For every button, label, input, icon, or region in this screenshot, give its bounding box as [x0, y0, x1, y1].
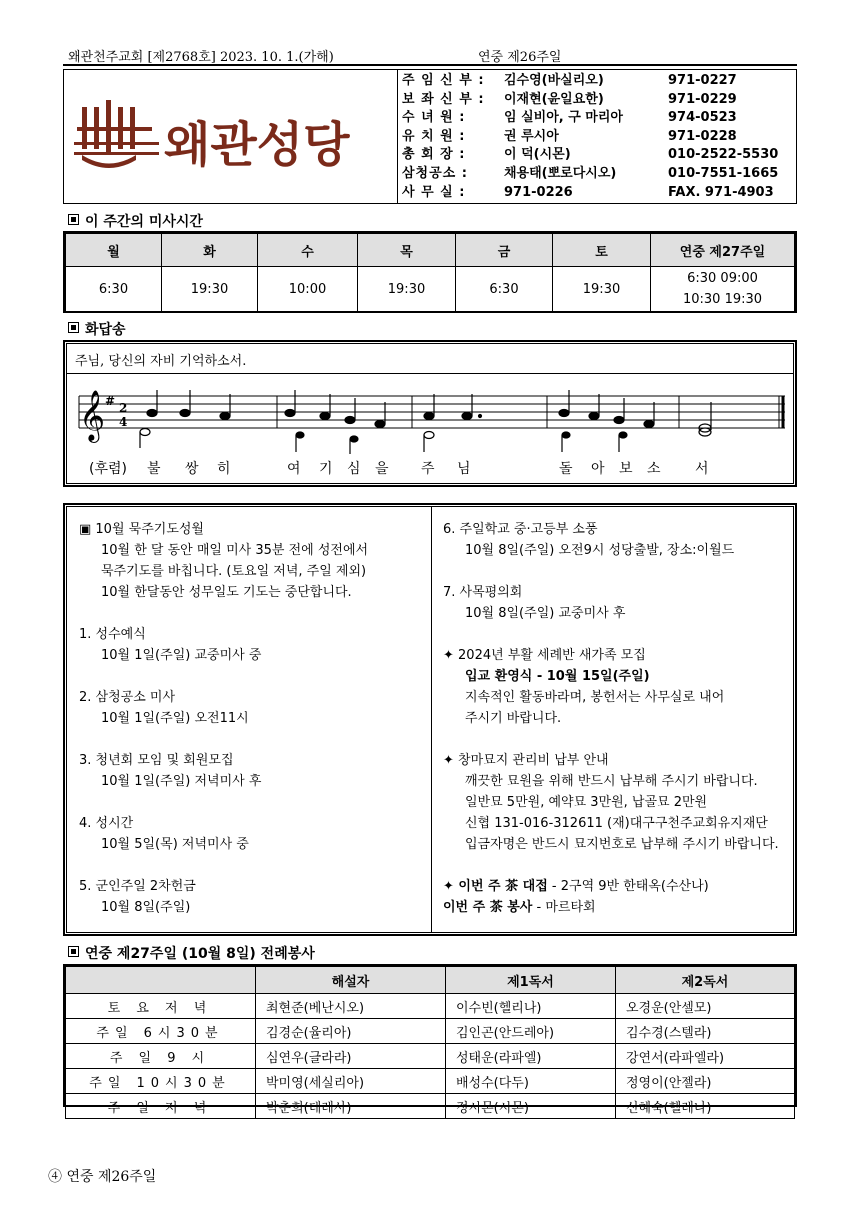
notice-line: 10월 8일(주일) 오전9시 성당출발, 장소:이월드 [465, 543, 735, 558]
staff-role: 총 회 장 : [402, 147, 466, 163]
lyric-syllable: 님 [457, 461, 471, 477]
minister-name: 김수경(스텔라) [616, 1019, 795, 1044]
notice-title [443, 876, 709, 897]
square-bullet-icon [68, 214, 79, 225]
sunday-time: 10:30 19:30 [682, 292, 763, 307]
staff-row [400, 91, 796, 110]
staff-phone: 971-0229 [668, 91, 737, 107]
liturgical-sunday: 연중 제26주일 [478, 50, 562, 65]
notice-emphasis: 이번 주 茶 봉사 [443, 900, 533, 915]
notice-title: 2. 삼청공소 미사 [79, 690, 176, 705]
staff-name: 임 실비아, 구 마리아 [504, 110, 623, 126]
notice-title: ▣ 10월 묵주기도성월 [79, 522, 204, 537]
logo-area [64, 70, 398, 203]
mass-day-header: 토 [553, 234, 651, 267]
staff-name: 채용태(뽀로다시오) [504, 165, 617, 181]
minister-name: 성태운(라파엘) [446, 1044, 616, 1069]
mass-day-header: 수 [258, 234, 358, 267]
mass-time: 6:30 [456, 267, 553, 312]
square-bullet-icon [68, 946, 79, 957]
minister-name: 강연서(라파엘라) [616, 1044, 795, 1069]
table-row [66, 1069, 795, 1094]
treble-clef-icon: 𝄞 [79, 390, 106, 441]
mass-time: 6:30 [66, 267, 162, 312]
lyric-syllable: 보 [619, 461, 633, 477]
staff-name: 김수영(바실리오) [504, 73, 604, 88]
minister-name: 배성수(다두) [446, 1069, 616, 1094]
mass-day-header: 연중 제27주일 [651, 234, 795, 267]
liturgy-heading: 연중 제27주일 (10월 8일) 전례봉사 [68, 943, 315, 963]
lyric-syllable: 을 [375, 461, 389, 477]
notice-line: 10월 한 달 동안 매일 미사 35분 전에 성전에서 [101, 543, 369, 558]
staff-phone: 974-0523 [668, 110, 737, 126]
header-box [63, 69, 797, 204]
psalm-text: 주님, 당신의 자비 기억하소서. [75, 354, 247, 369]
staff-role: 유 치 원 : [402, 128, 466, 144]
staff-row [400, 146, 796, 165]
minister-name: 오경운(안셀모) [616, 994, 795, 1019]
notice-title: ✦ 2024년 부활 세례반 새가족 모집 [443, 648, 646, 663]
liturgy-table [63, 964, 797, 1116]
mass-time: 19:30 [553, 267, 651, 312]
lyric-syllable: 히 [217, 461, 231, 477]
mass-time: 10:00 [258, 267, 358, 312]
liturgy-column-header [66, 967, 256, 994]
service-time: 주일 10시30분 [66, 1069, 256, 1094]
parish-logo [64, 70, 397, 203]
staff-name: 이 덕(시몬) [504, 147, 571, 163]
notice-line: 입금자명은 반드시 묘지번호로 납부해 주시기 바랍니다. [465, 837, 779, 852]
lyric-syllable: 기 [319, 461, 333, 477]
notice-line: 입교 환영식 - 10월 15일(주일) [465, 669, 650, 684]
liturgy-column-header: 제2독서 [616, 967, 795, 994]
lyric-syllable: 주 [421, 461, 435, 477]
mass-day-header: 목 [358, 234, 456, 267]
psalm-heading: 화답송 [68, 319, 126, 339]
lyric-syllable: 아 [591, 461, 605, 477]
lyric-syllable: 불 [147, 461, 161, 477]
staff-name: 이재현(윤일요한) [504, 91, 604, 107]
minister-name: 정시몬(시몬) [446, 1094, 616, 1119]
notice-line: 주시기 바랍니다. [465, 711, 562, 726]
service-time: 주 일 저 녁 [66, 1094, 256, 1119]
minister-name: 박춘희(데레사) [256, 1094, 446, 1119]
staff-row [400, 128, 796, 147]
minister-name: 이수빈(헬리나) [446, 994, 616, 1019]
staff-row [400, 184, 796, 203]
service-time: 주일 6시30분 [66, 1019, 256, 1044]
notice-line: 일반묘 5만원, 예약묘 3만원, 납골묘 2만원 [465, 795, 708, 810]
minister-name: 신혜숙(헬레나) [616, 1094, 795, 1119]
notice-line: 신협 131-016-312611 (재)대구구천주교회유지재단 [465, 816, 768, 831]
sunday-time: 6:30 09:00 [687, 271, 758, 286]
service-time: 토 요 저 녁 [66, 994, 256, 1019]
table-row [66, 1019, 795, 1044]
notice-title: 4. 성시간 [79, 816, 134, 831]
svg-text:#: # [105, 394, 116, 408]
mass-day-header: 금 [456, 234, 553, 267]
minister-name: 김경순(율리아) [256, 1019, 446, 1044]
staff-phone: FAX. 971-4903 [668, 184, 774, 200]
lyric-syllable: 여 [287, 461, 301, 477]
staff-directory [400, 72, 796, 202]
staff-phone: 971-0227 [668, 73, 737, 88]
staff-name: 971-0226 [504, 184, 573, 200]
svg-text:2: 2 [119, 401, 128, 415]
notices-box [63, 503, 797, 936]
lyric-syllable: 서 [695, 461, 709, 477]
minister-name: 최현준(베난시오) [256, 994, 446, 1019]
staff-row [400, 109, 796, 128]
page-footer: ④ 연중 제26주일 [48, 1169, 157, 1185]
notes [140, 390, 711, 454]
staff-role: 사 무 실 : [402, 184, 466, 200]
svg-text:4: 4 [119, 415, 128, 429]
sunday-times [651, 267, 795, 312]
notice-line: 10월 8일(주일) 교중미사 후 [465, 606, 626, 621]
lyric-syllable: 돌 [559, 461, 573, 477]
staff-role: 보 좌 신 부 : [402, 91, 485, 107]
staff-phone: 010-2522-5530 [668, 147, 779, 163]
notice-title: 5. 군인주일 2차헌금 [79, 879, 196, 894]
column-divider [431, 507, 432, 932]
minister-name: 김인곤(안드레아) [446, 1019, 616, 1044]
notice-line: 깨끗한 묘원을 위해 반드시 납부해 주시기 바랍니다. [465, 774, 758, 789]
issue-info: 왜관천주교회 [제2768호] 2023. 10. 1.(가해) [68, 50, 334, 65]
staff-name: 권 루시아 [504, 128, 559, 144]
lyric-syllable: (후렴) [89, 461, 127, 477]
liturgy-column-header: 제1독서 [446, 967, 616, 994]
staff-phone: 010-7551-1665 [668, 165, 779, 181]
notice-line: 10월 5일(목) 저녁미사 중 [101, 837, 249, 852]
notice-title: ✦ 창마묘지 관리비 납부 안내 [443, 753, 609, 768]
notice-title [443, 897, 596, 918]
notice-line: 묵주기도를 바칩니다. (토요일 저녁, 주일 제외) [101, 564, 367, 579]
table-row [66, 1044, 795, 1069]
staff-role: 삼청공소 : [402, 165, 468, 181]
notice-detail: - 마르타회 [532, 900, 596, 915]
staff-role: 수 녀 원 : [402, 110, 466, 126]
notice-title: 6. 주일학교 중·고등부 소풍 [443, 522, 598, 537]
notice-emphasis: ✦ 이번 주 茶 대접 [443, 879, 548, 894]
minister-name: 정영이(안젤라) [616, 1069, 795, 1094]
mass-time: 19:30 [358, 267, 456, 312]
staff-role: 주 임 신 부 : [402, 73, 485, 88]
notice-title: 1. 성수예식 [79, 627, 146, 642]
psalm-box [63, 340, 797, 487]
notice-line: 10월 1일(주일) 오전11시 [101, 711, 249, 726]
notice-detail: - 2구역 9반 한태옥(수산나) [547, 879, 709, 894]
staff-phone: 971-0228 [668, 128, 737, 144]
table-row [66, 1094, 795, 1119]
notice-line: 10월 1일(주일) 저녁미사 후 [101, 774, 262, 789]
logo-text: 왜관성당 [164, 117, 350, 173]
square-bullet-icon [68, 322, 79, 333]
staff-row [400, 165, 796, 184]
notice-line: 10월 1일(주일) 교중미사 중 [101, 648, 262, 663]
mass-time: 19:30 [162, 267, 258, 312]
mass-day-header: 화 [162, 234, 258, 267]
mass-day-header: 월 [66, 234, 162, 267]
minister-name: 심연우(글라라) [256, 1044, 446, 1069]
minister-name: 박미영(세실리아) [256, 1069, 446, 1094]
notice-line: 10월 한달동안 성무일도 기도는 중단합니다. [101, 585, 352, 600]
service-time: 주 일 9 시 [66, 1044, 256, 1069]
mass-heading: 이 주간의 미사시간 [68, 211, 203, 231]
mass-schedule [63, 231, 797, 313]
notice-title: 7. 사목평의회 [443, 585, 523, 600]
staff-row [400, 72, 796, 91]
notice-line: 10월 8일(주일) [101, 900, 191, 915]
lyric-syllable: 심 [347, 461, 361, 477]
notice-line: 지속적인 활동바라며, 봉헌서는 사무실로 내어 [465, 690, 725, 705]
liturgy-column-header: 해설자 [256, 967, 446, 994]
table-row [66, 994, 795, 1019]
top-rule [63, 64, 797, 66]
lyric-syllable: 쌍 [185, 461, 199, 477]
lyric-syllable: 소 [647, 461, 661, 477]
issue-line [68, 46, 628, 65]
notice-title: 3. 청년회 모임 및 회원모집 [79, 753, 234, 768]
music-staff [67, 374, 797, 454]
